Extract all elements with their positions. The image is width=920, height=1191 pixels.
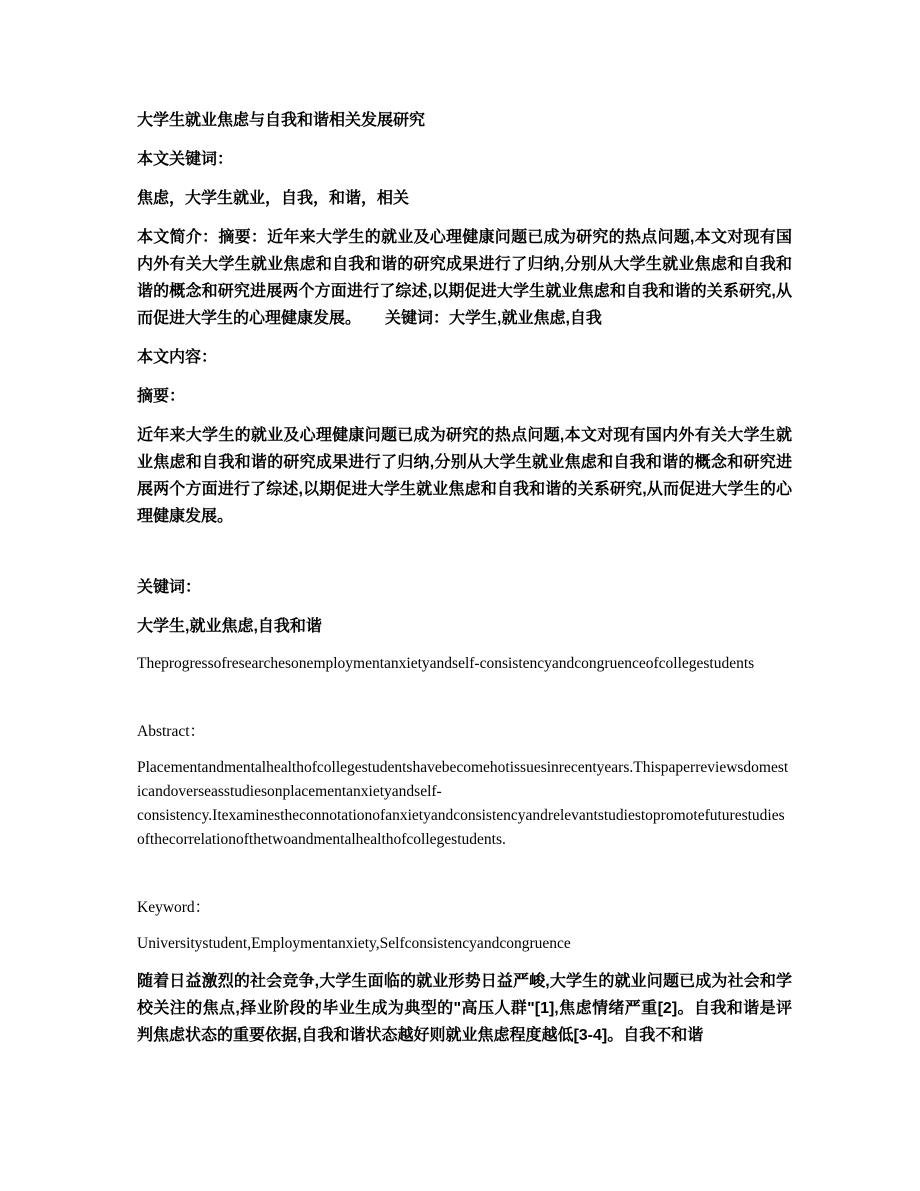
english-title: Theprogressofresearchesonemploymentanxietyandself-consistencyandcongruenceofcollegestudents [137, 655, 755, 672]
abstract-en-label: Abstract： [137, 723, 206, 740]
abstract-en-paragraph: Placementandmentalhealthofcollegestudentshavebecomehotissuesinrecentyears.Thispaperreviewsdomesticandoverseasstudiesonplacementanxietyandself-consistency.Itexaminestheconnotationofanxietyandconsistencyandrelevantstudiestopromotefuturestudiesofthecorrelationofthetwoandmentalhealthofcollegestudents. [137, 759, 789, 848]
keyword-en-label: Keyword： [137, 899, 211, 916]
abstract-cn-label: 摘要： [137, 388, 186, 405]
body-paragraph: 随着日益激烈的社会竞争,大学生面临的就业形势日益严峻,大学生的就业问题已成为社会和学校关注的焦点,择业阶段的毕业生成为典型的"高压人群"[1],焦虑情绪严重[2]。自我和谐是评判焦虑状态的重要依据,自我和谐状态越好则就业焦虑程度越低[3-4]。自我不和谐 [137, 973, 792, 1044]
document-title: 大学生就业焦虑与自我和谐相关发展研究 [137, 112, 426, 129]
keyword-en-list: Universitystudent,Employmentanxiety,Selfconsistencyandcongruence [137, 935, 571, 952]
content-label: 本文内容： [137, 349, 218, 366]
keywords-list: 焦虑，大学生就业，自我，和谐，相关 [137, 190, 410, 207]
abstract-cn-paragraph: 近年来大学生的就业及心理健康问题已成为研究的热点问题,本文对现有国内外有关大学生就业焦虑和自我和谐的研究成果进行了归纳,分别从大学生就业焦虑和自我和谐的概念和研究进展两个方面进行了综述,以期促进大学生就业焦虑和自我和谐的关系研究,从而促进大学生的心理健康发展。 [137, 427, 792, 525]
keywords-cn-list: 大学生,就业焦虑,自我和谐 [137, 618, 322, 635]
keywords-cn-label: 关键词： [137, 579, 202, 596]
intro-paragraph: 本文简介：摘要：近年来大学生的就业及心理健康问题已成为研究的热点问题,本文对现有国内外有关大学生就业焦虑和自我和谐的研究成果进行了归纳,分别从大学生就业焦虑和自我和谐的概念和研究进展两个方面进行了综述,以期促进大学生就业焦虑和自我和谐的关系研究,从而促进大学生的心理健康发展。 关键词：大学生,就业焦虑,自我 [137, 229, 792, 327]
keywords-label: 本文关键词： [137, 151, 234, 168]
